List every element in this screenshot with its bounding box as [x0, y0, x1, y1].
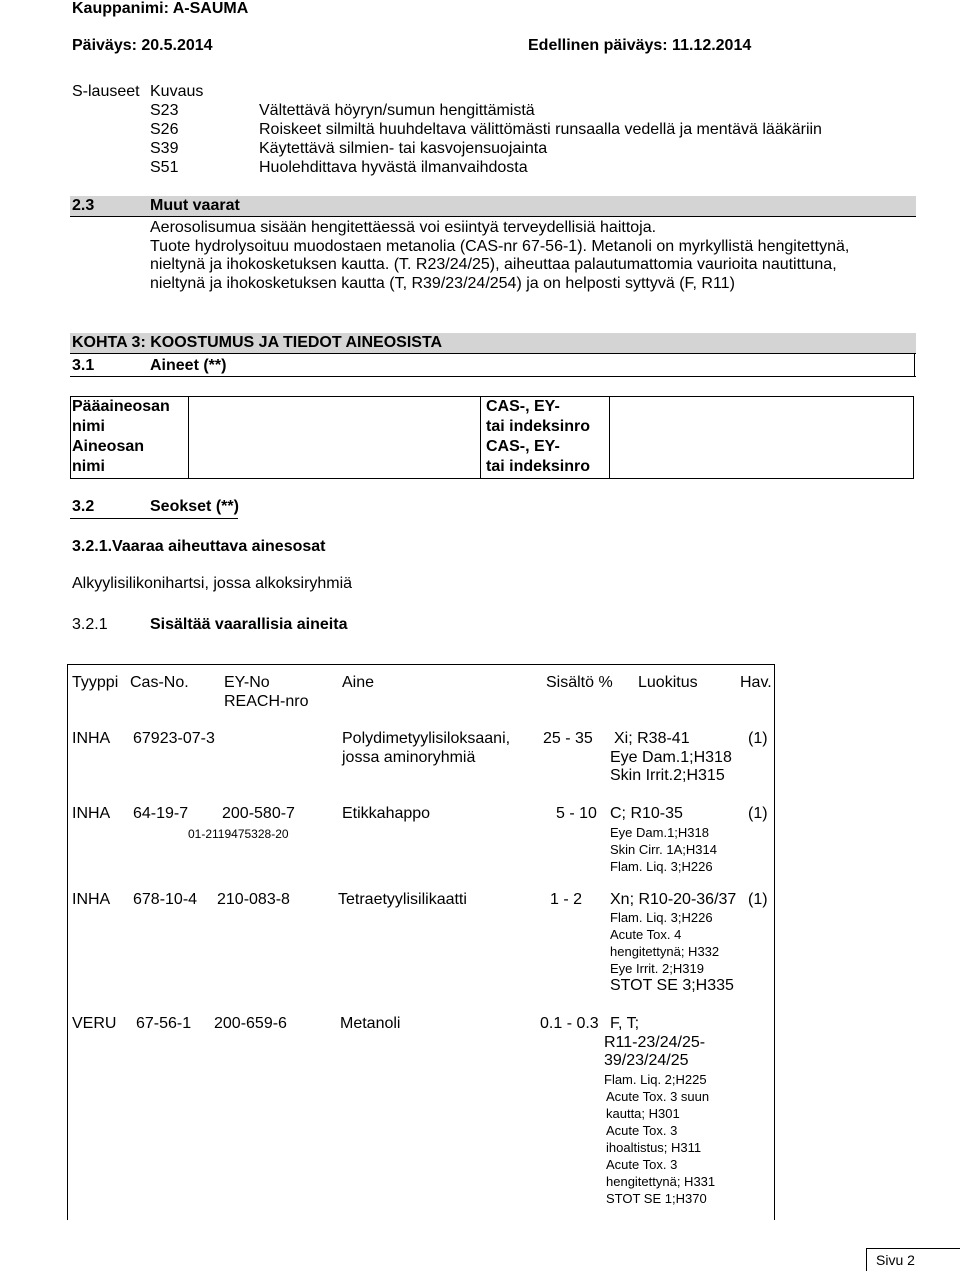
- row-classification: Xn; R10-20-36/37: [610, 891, 737, 908]
- row-hav: (1): [748, 891, 768, 908]
- row-classification: Acute Tox. 4: [610, 927, 682, 942]
- component-label: nimi: [72, 458, 105, 475]
- divider: [70, 518, 238, 519]
- s-phrase-text: Käytettävä silmien- tai kasvojensuojainta: [259, 140, 548, 157]
- header-hav: Hav.: [740, 674, 772, 691]
- row-cas: 678-10-4: [133, 891, 198, 908]
- description-heading: Kuvaus: [150, 83, 204, 100]
- row-classification: Skin Irrit.2;H315: [610, 767, 725, 784]
- section-3-1-title: Aineet (**): [150, 357, 227, 374]
- row-classification: Flam. Liq. 3;H226: [610, 859, 713, 874]
- header-content: Sisältö %: [546, 674, 613, 691]
- row-hav: (1): [748, 730, 768, 747]
- row-classification: Xi; R38-41: [614, 730, 690, 747]
- row-content: 25 - 35: [543, 730, 593, 747]
- row-type: INHA: [72, 730, 111, 747]
- previous-date: Edellinen päiväys: 11.12.2014: [528, 37, 752, 54]
- row-classification: STOT SE 3;H335: [610, 977, 734, 994]
- product-name: Kauppanimi: A-SAUMA: [72, 0, 249, 17]
- component-description: Alkyylisilikonihartsi, jossa alkoksiryhmiä: [72, 575, 353, 592]
- row-substance: Metanoli: [340, 1015, 401, 1032]
- row-classification: 39/23/24/25: [604, 1052, 689, 1069]
- s-phrase-text: Huolehdittava hyvästä ilmanvaihdosta: [259, 159, 528, 176]
- s-phrases-heading: S-lauseet: [72, 83, 140, 100]
- divider: [914, 353, 915, 377]
- row-cas: 64-19-7: [133, 805, 189, 822]
- row-content: 0.1 - 0.3: [540, 1015, 599, 1032]
- row-substance: jossa aminoryhmiä: [342, 749, 476, 766]
- main-component-label: nimi: [72, 418, 105, 435]
- row-hav: (1): [748, 805, 768, 822]
- section-3-1-number: 3.1: [72, 357, 95, 374]
- page-number: Sivu 2: [876, 1252, 915, 1268]
- s-phrase-code: S51: [150, 159, 179, 176]
- row-classification: R11-23/24/25-: [604, 1034, 706, 1051]
- cas-label: CAS-, EY-: [486, 398, 560, 415]
- section-3-2-title: Seokset (**): [150, 498, 239, 515]
- row-type: INHA: [72, 891, 111, 908]
- row-classification: Skin Cirr. 1A;H314: [610, 842, 717, 857]
- table-right-border: [774, 664, 775, 1220]
- hazard-text-line: nieltynä ja ihokosketuksen kautta. (T. R23/24/25), aiheuttaa palautumattomia vaurioita nautittuna,: [150, 256, 837, 273]
- cas-label: tai indeksinro: [486, 458, 591, 475]
- row-ey: 200-580-7: [222, 805, 295, 822]
- row-classification: F, T;: [610, 1015, 640, 1032]
- row-classification: Acute Tox. 3 suun: [606, 1089, 710, 1104]
- header-reach: REACH-nro: [224, 693, 309, 710]
- row-content: 5 - 10: [556, 805, 597, 822]
- row-classification: Eye Irrit. 2;H319: [610, 961, 704, 976]
- hazard-text-line: nieltynä ja ihokosketuksen kautta (T, R39/23/24/254) ja on helposti syttyvä (F, R11): [150, 275, 735, 292]
- hazard-text-line: Tuote hydrolysoituu muodostaen metanolia (CAS-nr 67-56-1). Metanoli on myrkyllistä hengitettynä,: [150, 238, 850, 255]
- row-classification: Acute Tox. 3: [606, 1123, 678, 1138]
- hazard-text-line: Aerosolisumua sisään hengitettäessä voi esiintyä terveydellisiä haittoja.: [150, 219, 657, 236]
- row-type: INHA: [72, 805, 111, 822]
- row-classification: C; R10-35: [610, 805, 683, 822]
- row-classification: Eye Dam.1;H318: [610, 749, 732, 766]
- divider: [188, 396, 189, 478]
- row-substance: Etikkahappo: [342, 805, 431, 822]
- row-substance: Polydimetyylisiloksaani,: [342, 730, 511, 747]
- row-classification: hengitettynä; H331: [606, 1174, 716, 1189]
- section-2-3-title: Muut vaarat: [150, 197, 240, 214]
- row-classification: ihoaltistus; H311: [606, 1140, 702, 1155]
- s-phrase-text: Roiskeet silmiltä huuhdeltava välittömästi runsaalla vedellä ja mentävä lääkäriin: [259, 121, 822, 138]
- divider: [70, 376, 916, 377]
- main-component-label: Pääaineosan: [72, 398, 170, 415]
- header-ey: EY-No: [224, 674, 270, 691]
- section-3-2-1-title: 3.2.1.Vaaraa aiheuttava ainesosat: [72, 538, 326, 555]
- section-3-title: KOHTA 3: KOOSTUMUS JA TIEDOT AINEOSISTA: [72, 334, 443, 351]
- section-3-2-number: 3.2: [72, 498, 95, 515]
- component-label: Aineosan: [72, 438, 145, 455]
- header-type: Tyyppi: [72, 674, 119, 691]
- row-cas: 67923-07-3: [133, 730, 215, 747]
- table-left-border: [67, 664, 68, 1220]
- row-classification: Eye Dam.1;H318: [610, 825, 709, 840]
- row-type: VERU: [72, 1015, 117, 1032]
- row-classification: kautta; H301: [606, 1106, 680, 1121]
- header-classification: Luokitus: [638, 674, 698, 691]
- row-cas: 67-56-1: [136, 1015, 192, 1032]
- divider: [480, 396, 481, 478]
- cas-label: CAS-, EY-: [486, 438, 560, 455]
- section-2-3-number: 2.3: [72, 197, 95, 214]
- row-classification: Flam. Liq. 2;H225: [604, 1072, 707, 1087]
- divider: [609, 396, 610, 478]
- row-content: 1 - 2: [550, 891, 583, 908]
- document-date: Päiväys: 20.5.2014: [72, 37, 213, 54]
- s-phrase-code: S39: [150, 140, 179, 157]
- s-phrase-code: S23: [150, 102, 179, 119]
- section-3-2-1-subtitle: Sisältää vaarallisia aineita: [150, 616, 348, 633]
- header-cas: Cas-No.: [130, 674, 189, 691]
- s-phrase-text: Vältettävä höyryn/sumun hengittämistä: [259, 102, 535, 119]
- row-ey: 200-659-6: [214, 1015, 287, 1032]
- s-phrase-code: S26: [150, 121, 179, 138]
- table-top-border: [67, 664, 775, 665]
- header-substance: Aine: [342, 674, 375, 691]
- row-ey: 210-083-8: [217, 891, 290, 908]
- row-substance: Tetraetyylisilikaatti: [338, 891, 467, 908]
- row-classification: Acute Tox. 3: [606, 1157, 678, 1172]
- row-reach: 01-2119475328-20: [188, 827, 289, 841]
- section-3-2-1-number: 3.2.1: [72, 616, 108, 633]
- row-classification: Flam. Liq. 3;H226: [610, 910, 713, 925]
- row-classification: hengitettynä; H332: [610, 944, 720, 959]
- row-classification: STOT SE 1;H370: [606, 1191, 707, 1206]
- cas-label: tai indeksinro: [486, 418, 591, 435]
